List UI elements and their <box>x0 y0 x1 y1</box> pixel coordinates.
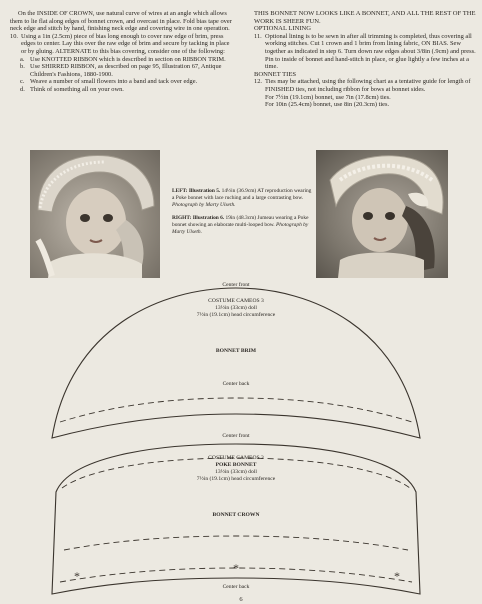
caption-right-label: RIGHT: Illustration 6. <box>172 215 225 222</box>
caption-left <box>172 188 312 208</box>
brim-seam-line <box>60 398 412 422</box>
sub-item-a-text: Use KNOTTED RIBBON which is described in section on RIBBON TRIM. <box>30 55 226 63</box>
step-11-number: 11. <box>254 32 262 40</box>
brim-center-front: Center front <box>222 282 250 288</box>
crown-center-front: Center front <box>222 433 250 439</box>
step-10-text: Using a 1in (2.5cm) piece of bias long enough to cover raw edge of brim, press edges to center. Lay this over the raw edge of brim and secure by tacking in place or by gluing. ALTERNATE to this bias covering, consider one of the following: <box>21 32 230 55</box>
sub-item-d <box>10 86 236 94</box>
asterisk-marker-left: * <box>74 569 80 583</box>
intro-paragraph: On the INSIDE OF CROWN, use natural curve of wires at an angle which allows them to lie flat along edges of bonnet crown, and overcast in place. Fold bias tape over neck edge and stitch by hand, finishing neck edge and covering wire in one operation. <box>10 10 232 33</box>
crown-doll-size: 13½in (33cm) doll <box>215 469 257 475</box>
photo-captions <box>172 188 312 243</box>
sub-item-c <box>10 78 236 86</box>
page-number: 6 <box>239 596 243 603</box>
pattern-area <box>0 282 482 604</box>
right-text-column <box>254 10 476 109</box>
crown-head-circumference: 7½in (19.1cm) head circumference <box>196 476 276 482</box>
step-11-text: Optional lining is to be sewn in after all trimming is completed, thus covering all working stitches. Cut 1 crown and 1 brim from lining fabric, ON BIAS. Sew together as indicated in step 6. Turn down raw edges about 3/8in (.9cm) and press. Pin to inside of bonnet and hand-stitch in place, or glue lightly a few inches at a time. <box>265 32 476 71</box>
heading-optional-lining: OPTIONAL LINING <box>254 25 312 33</box>
brim-center-back: Center back <box>222 381 250 387</box>
crown-dashed-middle <box>64 536 408 550</box>
sub-item-c-label: c. <box>20 78 25 86</box>
step-10 <box>10 33 236 56</box>
caption-left-credit: Photograph by Marty Ulseth. <box>172 201 236 208</box>
tie-length-large: For 10in (25.4cm) bonnet, use 8in (20.3cm) ties. <box>265 101 390 109</box>
step-10-number: 10. <box>10 32 18 40</box>
brim-series: COSTUME CAMEOS 3 <box>208 298 264 304</box>
asterisk-marker-center: * <box>233 561 239 575</box>
brim-head-circumference: 7½in (19.1cm) head circumference <box>196 312 276 318</box>
step-12-number: 12. <box>254 78 262 86</box>
sub-item-b <box>10 63 236 78</box>
sub-item-a-label: a. <box>20 55 25 63</box>
brim-doll-size: 13½in (33cm) doll <box>215 305 257 311</box>
crown-center-back: Center back <box>222 584 250 590</box>
step-11 <box>254 33 476 71</box>
caption-left-text: 14½in (36.9cm) AT reproduction wearing a Poke bonnet with lace ruching and a large contrasting bow. <box>172 188 312 201</box>
sub-item-c-text: Weave a number of small flowers into a band and tack over edge. <box>30 78 198 86</box>
sub-item-d-text: Think of something all on your own. <box>30 85 124 93</box>
tie-length-small: For 7½in (19.1cm) bonnet, use 7in (17.8cm) ties. <box>265 93 391 101</box>
sub-item-a <box>10 56 236 64</box>
step-12-text: Ties may be attached, using the following chart as a tentative guide for length of FINISHED ties, not including ribbon for bows at bonnet sides. <box>265 78 471 93</box>
heading-bonnet-ties: BONNET TIES <box>254 70 297 78</box>
sub-item-b-text: Use SHIRRED RIBBON, as described on page 95, Illustration 67, Antique Children's Fashions, 1880-1900. <box>30 63 222 78</box>
left-text-column <box>10 10 236 94</box>
caption-right <box>172 215 312 235</box>
caption-right-text: 19in (48.3cm) Jumeau wearing a Poke bonnet showing an elaborate multi-looped bow. <box>172 215 309 229</box>
crown-piece-name: BONNET CROWN <box>212 512 260 518</box>
bonnet-statement: THIS BONNET NOW LOOKS LIKE A BONNET, AND ALL THE REST OF THE WORK IS SHEER FUN. <box>254 10 476 25</box>
step-12 <box>254 78 476 93</box>
photo-doll-right <box>316 150 448 278</box>
photo-doll-left <box>30 150 160 278</box>
sub-item-d-label: d. <box>20 85 25 93</box>
asterisk-marker-right: * <box>394 569 400 583</box>
crown-pattern-name: POKE BONNET <box>215 462 257 468</box>
sub-item-b-label: b. <box>20 63 25 71</box>
brim-piece-name: BONNET BRIM <box>215 348 257 354</box>
caption-right-credit: Photograph by Marty Ulseth. <box>172 222 309 235</box>
caption-left-label: LEFT: Illustration 5. <box>172 188 221 194</box>
crown-series: COSTUME CAMEOS 3 <box>208 455 264 461</box>
